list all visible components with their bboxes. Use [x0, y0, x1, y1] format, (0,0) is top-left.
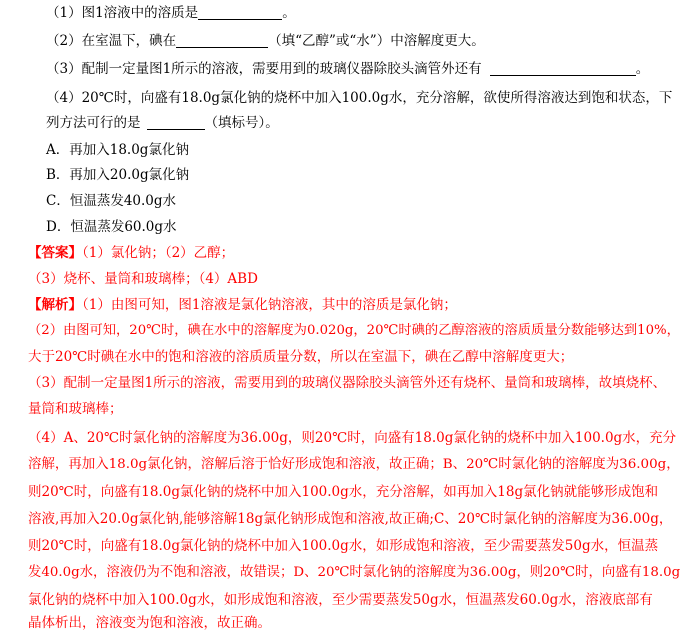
analysis-line-1: 【解析】（1）由图可知，图1溶液是氯化钠溶液，其中的溶质是氯化钠；	[28, 297, 457, 313]
analysis-line-12: 氯化钠的烧杯中加入100.0g水，如形成饱和溶液，至少需要蒸发50g水，恒温蒸发60.0g水，溶液底部有	[28, 592, 653, 608]
analysis-line-11: 发40.0g水，溶液仍为不饱和溶液，故错误；D、20℃时氯化钠的溶解度为36.00g，则20℃时，向盛有18.0g	[28, 565, 681, 580]
question-4-line-1: （4）20℃时，向盛有18.0g氯化钠的烧杯中加入100.0g水，充分溶解，欲使所得溶液达到饱和状态，下	[46, 90, 673, 106]
analysis-line-13: 晶体析出，溶液变为饱和溶液，故正确。	[28, 615, 271, 631]
answer-blank-4	[147, 115, 205, 130]
analysis-line-5: 量筒和玻璃棒；	[28, 401, 123, 417]
answer-line-2: （3）烧杯、量筒和玻璃棒；（4）ABD	[28, 271, 258, 287]
analysis-line-8: 则20℃时，向盛有18.0g氯化钠的烧杯中加入100.0g水，充分溶解，如再加入18g氯化钠就能够形成饱和	[28, 484, 659, 500]
analysis-line-3: 大于20℃时碘在水中的饱和溶液的溶质质量分数，所以在室温下，碘在乙醇中溶解度更大；	[28, 349, 574, 365]
question-3: （3）配制一定量图1所示的溶液，需要用到的玻璃仪器除胶头滴管外还有 。	[46, 61, 650, 77]
option-c: C．恒温蒸发40.0g水	[46, 193, 177, 209]
analysis-tag: 【解析】	[28, 297, 82, 313]
analysis-line-6: （4）A、20℃时氯化钠的溶解度为36.00g，则20℃时，向盛有18.0g氯化钠的烧杯中加入100.0g水，充分	[28, 430, 677, 446]
option-d: D．恒温蒸发60.0g水	[46, 219, 177, 235]
question-1: （1）图1溶液中的溶质是 。	[46, 5, 296, 21]
answer-tag: 【答案】	[28, 245, 82, 261]
analysis-line-7: 溶解，再加入18.0g氯化钠，溶解后溶于恰好形成饱和溶液，故正确；B、20℃时氯化钠的溶解度为36.00g，	[28, 457, 680, 472]
analysis-line-10: 则20℃时，向盛有18.0g氯化钠的烧杯中加入100.0g水，如形成饱和溶液，至少需要蒸发50g水，恒温蒸	[28, 538, 659, 554]
question-2: （2）在室温下，碘在 （填“乙醇”或“水”）中溶解度更大。	[46, 33, 485, 49]
answer-blank-1	[198, 5, 282, 20]
analysis-line-4: （3）配制一定量图1所示的溶液，需要用到的玻璃仪器除胶头滴管外还有烧杯、量筒和玻璃棒，故填烧杯、	[28, 375, 667, 391]
answer-blank-2	[176, 33, 268, 48]
analysis-line-2: （2）由图可知，20℃时，碘在水中的溶解度为0.020g，20℃时碘的乙醇溶液的溶质质量分数能够达到10%，	[28, 323, 680, 338]
option-a: A．再加入18.0g氯化钠	[46, 142, 189, 158]
answer-line-1: 【答案】（1）氯化钠；（2）乙醇；	[28, 245, 235, 261]
analysis-line-9: 溶液,再加入20.0g氯化钠,能够溶解18g氯化钠形成饱和溶液,故正确;C、20℃时氯化钠的溶解度为36.00g，	[28, 511, 673, 527]
answer-blank-3	[490, 61, 636, 76]
option-b: B．再加入20.0g氯化钠	[46, 167, 190, 183]
question-4-line-2: 列方法可行的是 （填标号）。	[46, 115, 279, 131]
